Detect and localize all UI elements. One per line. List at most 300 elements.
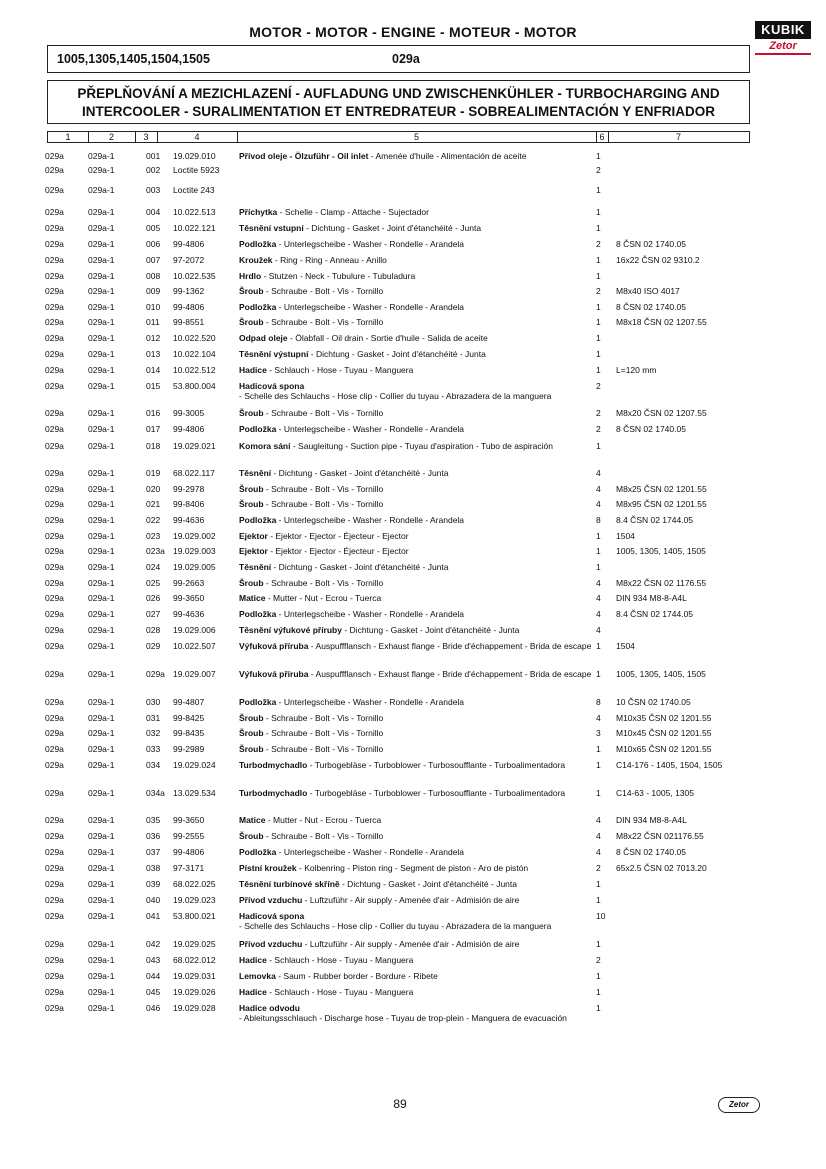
col-4: 99-8425 [173,713,205,723]
col-4: 99-4806 [173,424,205,434]
col-7-note: M10x35 ČSN 02 1201.55 [616,713,712,723]
col-7-note: L=120 mm [616,365,657,375]
col-6-qty: 1 [596,349,601,359]
col-3: 012 [146,333,161,343]
col-6-qty: 2 [596,955,601,965]
col-header-2: 2 [88,132,136,142]
col-1: 029a [45,744,64,754]
description-rest: - Unterlegscheibe - Washer - Rondelle - Arandela [276,302,465,312]
description-bold: Těsnění výfukové příruby [239,625,342,635]
col-2: 029a-1 [88,484,115,494]
col-1: 029a [45,562,64,572]
description-rest: - Schlauch - Hose - Tuyau - Manguera [266,987,414,997]
description-rest: - Dichtung - Gasket - Joint d'étanchéité - Junta [271,562,449,572]
col-1: 029a [45,408,64,418]
col-3: 023a [146,546,165,556]
col-2: 029a-1 [88,365,115,375]
description-bold: Podložka [239,697,277,707]
col-6-qty: 1 [596,207,601,217]
col-3: 030 [146,697,161,707]
col-2: 029a-1 [88,302,115,312]
col-1: 029a [45,165,64,175]
col-2: 029a-1 [88,239,115,249]
col-1: 029a [45,468,64,478]
col-6-qty: 4 [596,593,601,603]
col-5-description [239,442,597,452]
description-bold: Kroužek [239,255,273,265]
col-6-qty: 4 [596,499,601,509]
description-rest: - Ableitungsschlauch - Discharge hose - Tuyau de trop-plein - Manguera de evacuación [239,1012,567,1023]
col-7-note: 1005, 1305, 1405, 1505 [616,546,706,556]
col-6-qty: 4 [596,847,601,857]
col-6-qty: 1 [596,317,601,327]
col-3: 016 [146,408,161,418]
col-5-description [239,208,597,218]
col-3: 038 [146,863,161,873]
col-5-description [239,409,597,419]
col-2: 029a-1 [88,593,115,603]
col-2: 029a-1 [88,713,115,723]
footer-zetor-logo: Zetor [718,1097,760,1113]
col-1: 029a [45,333,64,343]
col-3: 007 [146,255,161,265]
description-bold: Přívod vzduchu [239,939,303,949]
col-3: 004 [146,207,161,217]
col-3: 034a [146,788,165,798]
col-header-4: 4 [157,132,238,142]
col-5-description [239,594,597,604]
col-7-note: M8x40 ISO 4017 [616,286,680,296]
col-5-description [239,912,597,931]
col-2: 029a-1 [88,697,115,707]
description-bold: Ejektor [239,546,268,556]
col-2: 029a-1 [88,847,115,857]
col-4: 99-2989 [173,744,205,754]
col-1: 029a [45,365,64,375]
col-4: 10.022.512 [173,365,216,375]
col-1: 029a [45,641,64,651]
col-3: 029 [146,641,161,651]
col-3: 037 [146,847,161,857]
col-1: 029a [45,728,64,738]
col-1: 029a [45,441,64,451]
col-7-note: 8 ČSN 02 1740.05 [616,424,686,434]
col-header-7: 7 [675,132,681,142]
col-2: 029a-1 [88,286,115,296]
col-5-description [239,880,597,890]
col-4: 99-3650 [173,815,205,825]
col-1: 029a [45,911,64,921]
col-5-description [239,224,597,234]
col-2: 029a-1 [88,349,115,359]
col-7-note: 1504 [616,531,635,541]
col-4: 99-1362 [173,286,205,296]
description-bold: Přívod oleje - Ölzuführ - Oil inlet [239,151,369,161]
col-2: 029a-1 [88,271,115,281]
col-7-note: 8.4 ČSN 02 1744.05 [616,609,694,619]
col-4: 68.022.012 [173,955,216,965]
col-1: 029a [45,424,64,434]
col-4: 99-4807 [173,697,205,707]
description-bold: Matice [239,815,266,825]
description-rest: - Turbogebläse - Turboblower - Turbosoufflante - Turboalimentadora [307,760,566,770]
col-4: 19.029.026 [173,987,216,997]
col-6-qty: 4 [596,578,601,588]
col-4: 99-2663 [173,578,205,588]
col-2: 029a-1 [88,895,115,905]
col-2: 029a-1 [88,151,115,161]
col-1: 029a [45,955,64,965]
col-6-qty: 10 [596,911,606,921]
col-4: 10.022.535 [173,271,216,281]
col-3: 044 [146,971,161,981]
col-1: 029a [45,847,64,857]
col-2: 029a-1 [88,955,115,965]
col-5-description [239,714,597,724]
col-2: 029a-1 [88,1003,115,1013]
col-4: 97-2072 [173,255,205,265]
col-6-qty: 1 [596,531,601,541]
description-bold: Výfuková příruba [239,641,309,651]
col-6-qty: 1 [596,333,601,343]
col-7-note: M8x20 ČSN 02 1207.55 [616,408,707,418]
col-5-description [239,626,597,636]
description-rest: - Luftzuführ - Air supply - Amenée d'air - Admisión de aire [302,939,520,949]
description-rest: - Schraube - Bolt - Vis - Tornillo [263,484,384,494]
col-3: 017 [146,424,161,434]
col-5-description [239,579,597,589]
col-4: 19.029.002 [173,531,216,541]
col-4: Loctite 243 [173,185,215,195]
col-4: 19.029.028 [173,1003,216,1013]
col-4: 19.029.007 [173,669,216,679]
description-bold: Turbodmychadlo [239,788,308,798]
description-rest: - Schraube - Bolt - Vis - Tornillo [263,728,384,738]
col-5-description [239,240,597,250]
col-2: 029a-1 [88,879,115,889]
description-bold: Těsnění turbínové skříně [239,879,340,889]
col-5-description [239,516,597,526]
col-header-5: 5 [237,132,597,142]
col-6-qty: 1 [596,151,601,161]
description-rest: - Unterlegscheibe - Washer - Rondelle - Arandela [276,609,465,619]
col-1: 029a [45,317,64,327]
description-bold: Těsnění [239,562,272,572]
col-1: 029a [45,879,64,889]
col-4: 97-3171 [173,863,205,873]
col-3: 043 [146,955,161,965]
col-6-qty: 4 [596,625,601,635]
col-5-description [239,848,597,858]
col-7-note: 1005, 1305, 1405, 1505 [616,669,706,679]
col-3: 001 [146,151,161,161]
col-5-description [239,698,597,708]
col-2: 029a-1 [88,255,115,265]
description-rest: - Schraube - Bolt - Vis - Tornillo [263,499,384,509]
col-6-qty: 4 [596,468,601,478]
description-bold: Lemovka [239,971,276,981]
description-bold: Šroub [239,286,264,296]
col-6-qty: 2 [596,381,601,391]
col-1: 029a [45,971,64,981]
col-4: 10.022.104 [173,349,216,359]
col-1: 029a [45,895,64,905]
description-bold: Pístní kroužek [239,863,297,873]
col-5-description [239,547,597,557]
col-3: 026 [146,593,161,603]
col-6-qty: 4 [596,484,601,494]
col-4: 13.029.534 [173,788,216,798]
col-3: 025 [146,578,161,588]
col-1: 029a [45,484,64,494]
col-1: 029a [45,223,64,233]
col-3: 019 [146,468,161,478]
col-7-note: M8x18 ČSN 02 1207.55 [616,317,707,327]
col-6-qty: 2 [596,424,601,434]
col-5-description [239,956,597,966]
col-4: 10.022.121 [173,223,216,233]
description-rest: - Schraube - Bolt - Vis - Tornillo [263,408,384,418]
col-1: 029a [45,151,64,161]
col-1: 029a [45,349,64,359]
description-bold: Podložka [239,847,277,857]
col-1: 029a [45,499,64,509]
col-5-description [239,334,597,344]
logo-kubik-text: KUBIK [755,21,811,39]
section-title-line-2: INTERCOOLER - SURALIMENTATION ET ENTREDRATEUR - SOBREALIMENTACIÓN Y ENFRIADOR [82,104,715,119]
description-bold: Ejektor [239,531,268,541]
col-2: 029a-1 [88,788,115,798]
col-7-note: M10x65 ČSN 02 1201.55 [616,744,712,754]
col-2: 029a-1 [88,728,115,738]
col-7-note: M10x45 ČSN 02 1201.55 [616,728,712,738]
col-5-description [239,745,597,755]
description-rest: - Mutter - Nut - Ecrou - Tuerca [265,593,382,603]
col-5-description [239,303,597,313]
col-1: 029a [45,669,64,679]
description-rest: - Ring - Ring - Anneau - Anillo [272,255,387,265]
col-2: 029a-1 [88,223,115,233]
col-5-description [239,152,597,162]
col-4: Loctite 5923 [173,165,220,175]
description-rest: - Schraube - Bolt - Vis - Tornillo [263,286,384,296]
description-rest: - Unterlegscheibe - Washer - Rondelle - Arandela [276,239,465,249]
col-1: 029a [45,939,64,949]
col-3: 039 [146,879,161,889]
description-rest: - Unterlegscheibe - Washer - Rondelle - Arandela [276,697,465,707]
col-1: 029a [45,381,64,391]
col-1: 029a [45,625,64,635]
description-rest: - Schraube - Bolt - Vis - Tornillo [263,713,384,723]
col-6-qty: 2 [596,863,601,873]
description-bold: Příchytka [239,207,278,217]
col-4: 99-4806 [173,302,205,312]
col-5-description [239,864,597,874]
col-4: 19.029.005 [173,562,216,572]
col-3: 046 [146,1003,161,1013]
col-7-note: 65x2.5 ČSN 02 7013.20 [616,863,707,873]
description-bold: Těsnění [239,468,272,478]
col-7-note: 1504 [616,641,635,651]
col-3: 005 [146,223,161,233]
col-4: 53.800.021 [173,911,216,921]
col-3: 006 [146,239,161,249]
description-bold: Odpad oleje [239,333,288,343]
col-2: 029a-1 [88,562,115,572]
col-6-qty: 1 [596,939,601,949]
col-1: 029a [45,593,64,603]
description-bold: Podložka [239,239,277,249]
description-bold: Šroub [239,317,264,327]
col-7-note: 16x22 ČSN 02 9310.2 [616,255,700,265]
description-rest: - Saugleitung - Suction pipe - Tuyau d'aspiration - Tubo de aspiración [290,441,553,451]
model-box [47,45,750,73]
col-2: 029a-1 [88,333,115,343]
col-6-qty: 1 [596,255,601,265]
description-bold: Komora sání [239,441,291,451]
col-5-description [239,500,597,510]
col-6-qty: 2 [596,165,601,175]
description-rest: - Dichtung - Gasket - Joint d'étanchéité - Junta [339,879,518,889]
col-4: 19.029.010 [173,151,216,161]
description-rest: - Schlauch - Hose - Tuyau - Manguera [266,955,414,965]
col-7-note: 8 ČSN 02 1740.05 [616,302,686,312]
col-4: 68.022.117 [173,468,215,478]
description-rest: - Schelle des Schlauchs - Hose clip - Collier du tuyau - Abrazadera de la manguera [239,390,552,401]
col-6-qty: 1 [596,546,601,556]
col-3: 014 [146,365,161,375]
col-6-qty: 4 [596,713,601,723]
col-2: 029a-1 [88,669,115,679]
col-1: 029a [45,760,64,770]
description-rest: - Stutzen - Neck - Tubulure - Tubuladura [261,271,416,281]
col-1: 029a [45,239,64,249]
col-6-qty: 1 [596,562,601,572]
col-5-description [239,988,597,998]
col-2: 029a-1 [88,165,115,175]
col-4: 99-4806 [173,239,205,249]
col-2: 029a-1 [88,863,115,873]
col-5-description [239,563,597,573]
description-bold: Šroub [239,713,264,723]
description-bold: Hrdlo [239,271,262,281]
col-3: 033 [146,744,161,754]
description-rest: - Saum - Rubber border - Bordure - Ribete [275,971,438,981]
col-5-description [239,382,597,401]
col-4: 19.029.021 [173,441,216,451]
col-4: 19.029.006 [173,625,216,635]
col-4: 68.022.025 [173,879,216,889]
col-6-qty: 1 [596,441,601,451]
description-rest: - Ejektor - Ejector - Éjecteur - Ejector [267,531,409,541]
col-1: 029a [45,713,64,723]
description-rest: - Dichtung - Gasket - Joint d'étanchéité - Junta [271,468,449,478]
description-rest: - Schelle des Schlauchs - Hose clip - Collier du tuyau - Abrazadera de la manguera [239,920,552,931]
description-bold: Hadice [239,365,267,375]
col-3: 022 [146,515,161,525]
col-1: 029a [45,531,64,541]
col-6-qty: 1 [596,895,601,905]
col-4: 99-3650 [173,593,205,603]
description-rest: - Dichtung - Gasket - Joint d'étanchéité - Junta [303,223,482,233]
col-1: 029a [45,815,64,825]
col-5-description [239,272,597,282]
col-3: 036 [146,831,161,841]
col-4: 99-2978 [173,484,205,494]
col-4: 99-4636 [173,609,205,619]
col-1: 029a [45,788,64,798]
col-2: 029a-1 [88,185,115,195]
description-rest: - Schraube - Bolt - Vis - Tornillo [263,317,384,327]
description-bold: Šroub [239,408,264,418]
col-7-note: DIN 934 M8-8-A4L [616,815,687,825]
col-6-qty: 1 [596,971,601,981]
col-4: 99-8406 [173,499,205,509]
description-rest: - Turbogebläse - Turboblower - Turbosoufflante - Turboalimentadora [307,788,566,798]
col-4: 99-2555 [173,831,205,841]
col-6-qty: 1 [596,365,601,375]
col-6-qty: 1 [596,744,601,754]
col-3: 035 [146,815,161,825]
col-7-note: M8x95 ČSN 02 1201.55 [616,499,707,509]
col-2: 029a-1 [88,317,115,327]
col-6-qty: 3 [596,728,601,738]
description-rest: - Schlauch - Hose - Tuyau - Manguera [266,365,414,375]
col-4: 19.029.031 [173,971,216,981]
col-3: 031 [146,713,161,723]
description-rest: - Dichtung - Gasket - Joint d'étanchéité - Junta [308,349,486,359]
col-5-description [239,789,597,799]
col-4: 10.022.520 [173,333,216,343]
col-2: 029a-1 [88,987,115,997]
description-bold: Podložka [239,302,277,312]
col-2: 029a-1 [88,381,115,391]
col-3: 042 [146,939,161,949]
description-bold: Výfuková příruba [239,669,309,679]
description-bold: Hadice odvodu [239,1003,300,1013]
description-rest: - Kolbenring - Piston ring - Segment de piston - Aro de pistón [296,863,529,873]
col-4: 19.029.024 [173,760,216,770]
col-5-description [239,287,597,297]
col-3: 034 [146,760,161,770]
col-2: 029a-1 [88,499,115,509]
col-7-note: M8x25 ČSN 02 1201.55 [616,484,707,494]
col-2: 029a-1 [88,911,115,921]
col-3: 023 [146,531,161,541]
description-rest: - Auspuffflansch - Exhaust flange - Bride d'échappement - Brida de escape [308,669,592,679]
col-2: 029a-1 [88,424,115,434]
col-2: 029a-1 [88,515,115,525]
col-5-description [239,350,597,360]
col-2: 029a-1 [88,441,115,451]
description-bold: Hadicová spona [239,911,305,921]
col-1: 029a [45,863,64,873]
col-1: 029a [45,271,64,281]
col-3: 015 [146,381,161,391]
col-2: 029a-1 [88,578,115,588]
description-bold: Podložka [239,424,277,434]
logo-zetor-text: Zetor [755,39,811,55]
col-5-description [239,940,597,950]
col-2: 029a-1 [88,971,115,981]
col-3: 027 [146,609,161,619]
col-6-qty: 1 [596,302,601,312]
col-6-qty: 1 [596,760,601,770]
models-label: 1005,1305,1405,1504,1505 [57,52,210,66]
col-2: 029a-1 [88,546,115,556]
description-bold: Přívod vzduchu [239,895,303,905]
description-rest: - Mutter - Nut - Ecrou - Tuerca [265,815,382,825]
